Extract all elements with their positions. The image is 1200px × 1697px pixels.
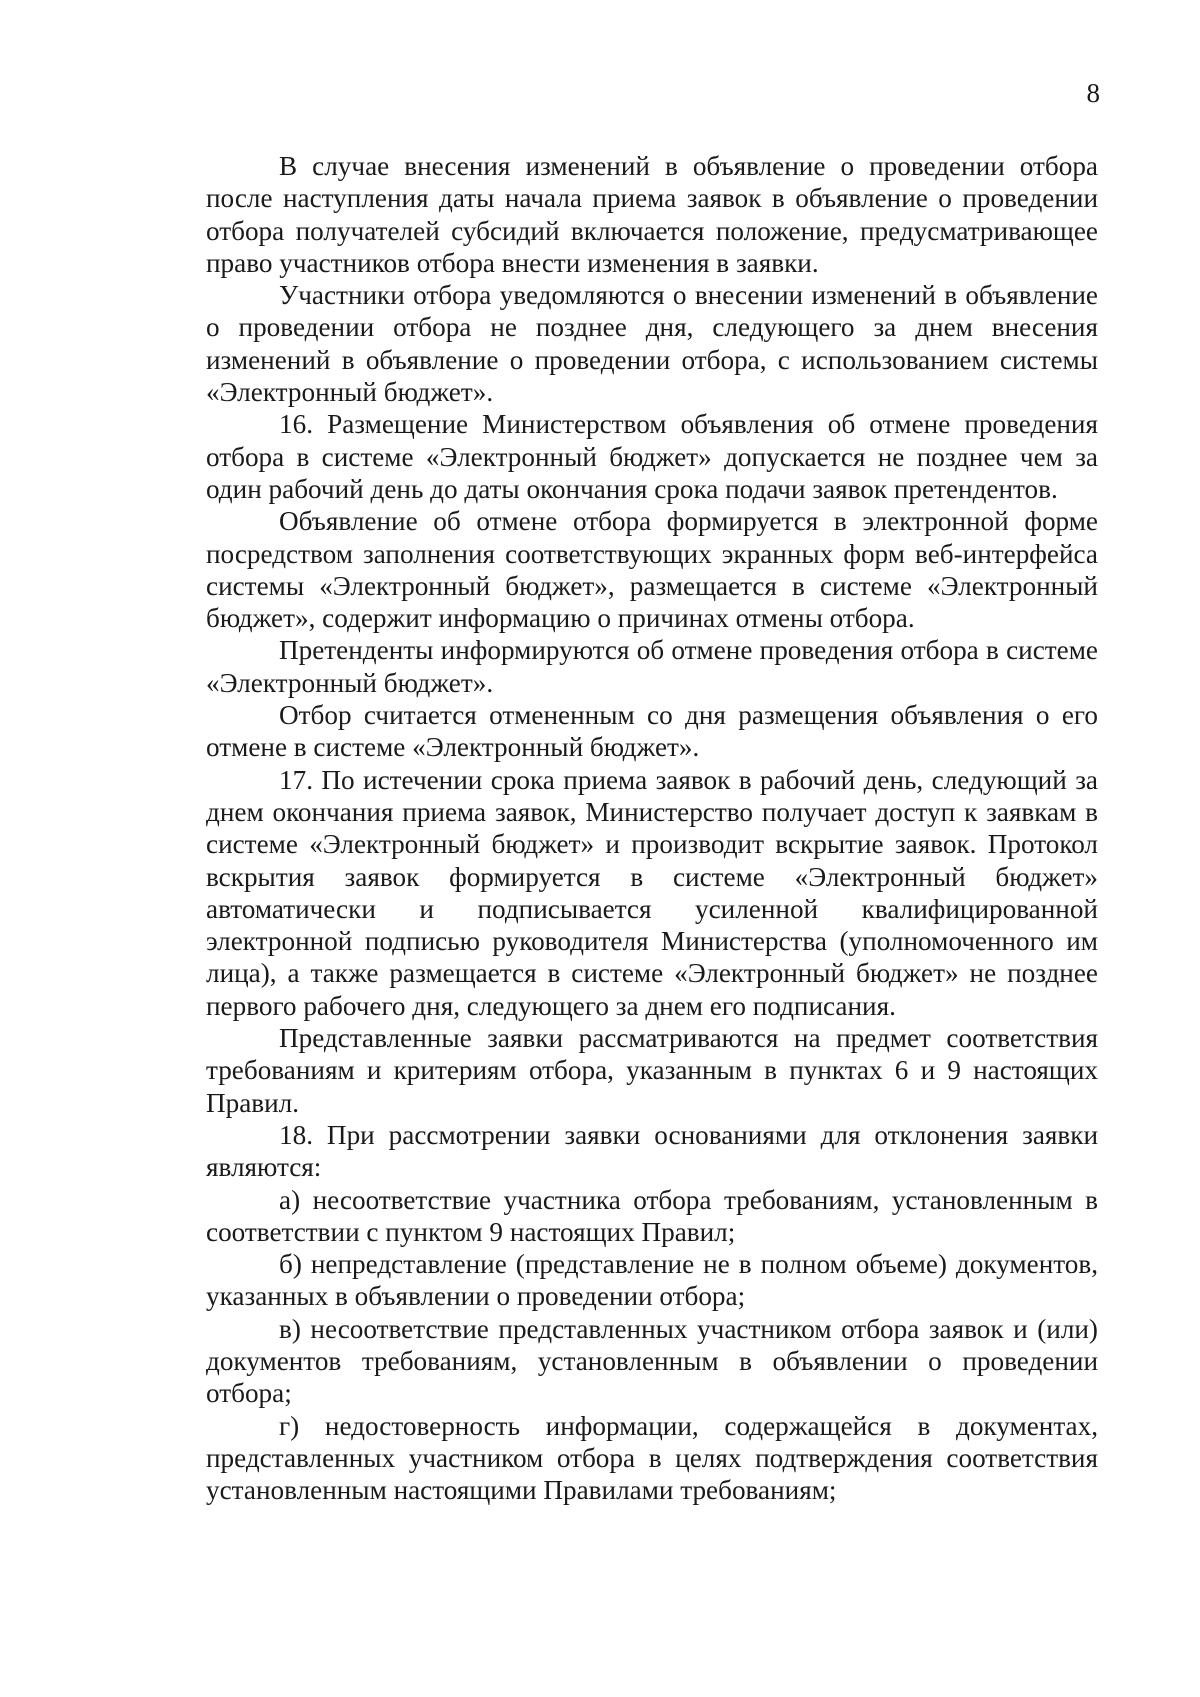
paragraph-17-opening: 17. По истечении срока приема заявок в рабочий день, следующий за днем окончания приема заявок, Министерство получает доступ к заявкам в системе «Электронный бюджет» и производит вскрытие заявок. Протокол вскрытия заявок формируется в системе «Электронный бюджет» автоматически и подписывается усиленной квалифицированной электронной подписью руководителя Министерства (уполномоченного им лица), а также размещается в системе «Электронный бюджет» не позднее первого рабочего дня, следующего за днем его подписания. bbox=[206, 764, 1098, 1021]
document-text bbox=[206, 150, 1098, 1506]
paragraph-cancellation-form: Объявление об отмене отбора формируется в электронной форме посредством заполнения соответствующих экранных форм веб-интерфейса системы «Электронный бюджет», размещается в системе «Электронный бюджет», содержит информацию о причинах отмены отбора. bbox=[206, 506, 1098, 634]
list-item-v: в) несоответствие представленных участником отбора заявок и (или) документов требованиям, установленным в объявлении о проведении отбора; bbox=[206, 1313, 1098, 1409]
paragraph-applicants-informed: Претенденты информируются об отмене проведения отбора в системе «Электронный бюджет». bbox=[206, 635, 1098, 698]
paragraph-16-cancellation: 16. Размещение Министерством объявления об отмене проведения отбора в системе «Электронный бюджет» допускается не позднее чем за один рабочий день до даты окончания срока подачи заявок претендентов. bbox=[206, 409, 1098, 504]
paragraph-selection-cancelled: Отбор считается отмененным со дня размещения объявления о его отмене в системе «Электронный бюджет». bbox=[206, 700, 1098, 763]
paragraph-changes-after-start: В случае внесения изменений в объявление о проведении отбора после наступления даты начала приема заявок в объявление о проведении отбора получателей субсидий включается положение, предусматривающее право участников отбора внести изменения в заявки. bbox=[206, 151, 1098, 278]
list-item-a: а) несоответствие участника отбора требованиям, установленным в соответствии с пунктом 9 настоящих Правил; bbox=[206, 1184, 1098, 1247]
list-item-g: г) недостоверность информации, содержащейся в документах, представленных участником отбора в целях подтверждения соответствия установленным настоящими Правилами требованиям; bbox=[206, 1410, 1098, 1506]
paragraph-applications-reviewed: Представленные заявки рассматриваются на предмет соответствия требованиям и критериям отбора, указанным в пунктах 6 и 9 настоящих Правил. bbox=[206, 1023, 1098, 1118]
paragraph-18-rejection-grounds: 18. При рассмотрении заявки основаниями для отклонения заявки являются: bbox=[206, 1119, 1098, 1183]
list-item-b: б) непредставление (представление не в полном объеме) документов, указанных в объявлении о проведении отбора; bbox=[206, 1249, 1098, 1312]
paragraph-participants-notified: Участники отбора уведомляются о внесении изменений в объявление о проведении отбора не позднее дня, следующего за днем внесения изменений в объявление о проведении отбора, с использованием системы «Электронный бюджет». bbox=[206, 280, 1098, 408]
page-number: 8 bbox=[1086, 78, 1100, 108]
